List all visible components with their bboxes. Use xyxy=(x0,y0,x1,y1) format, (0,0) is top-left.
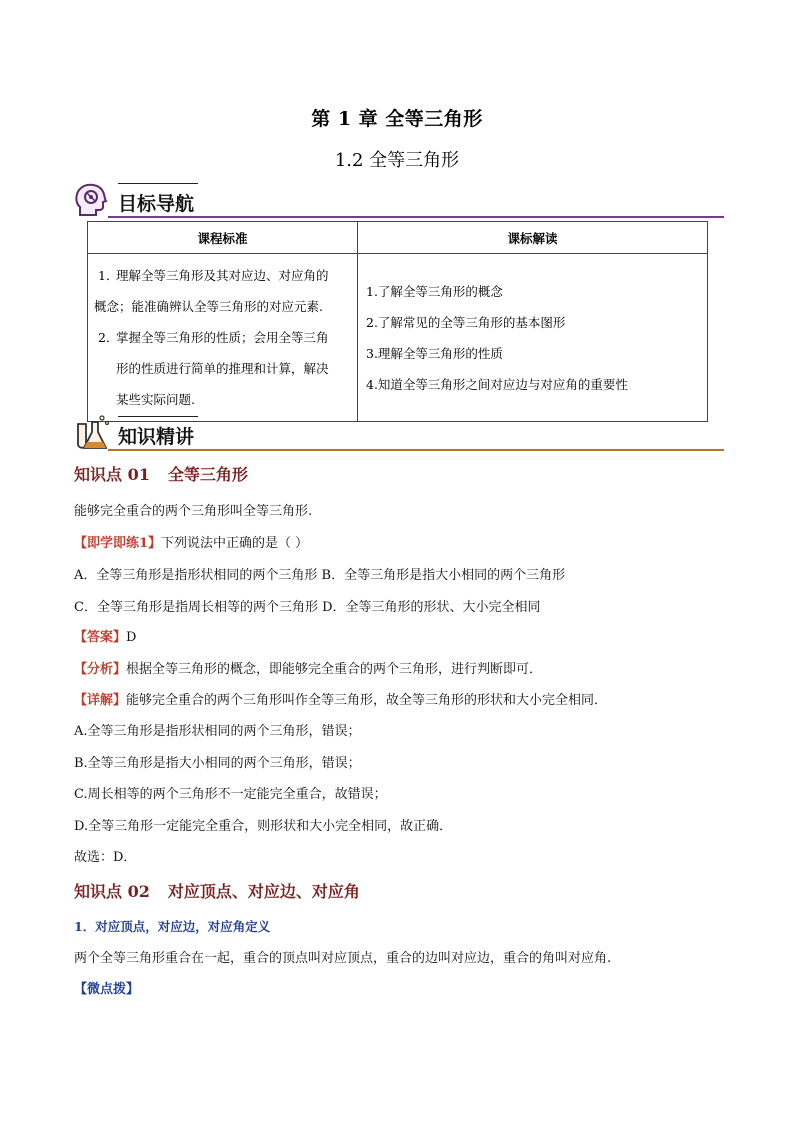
kp1-title: 知识点 01 全等三角形 xyxy=(74,465,248,484)
chapter-title: 第 1 章 全等三角形 xyxy=(311,108,483,130)
kp1-detail-a: A.全等三角形是指形状相同的两个三角形，错误； xyxy=(74,724,361,739)
interpretation-item: 2.了解常见的全等三角形的基本图形 xyxy=(366,314,566,330)
standard-item: 2． 掌握全等三角形的性质；会用全等三角 形的性质进行简单的推理和计算，解决 某些实际问题. xyxy=(98,330,329,407)
goal-table xyxy=(87,221,708,422)
knowledge-divider xyxy=(108,449,724,451)
goal-section-heading xyxy=(72,181,724,221)
kp2-tip: 【微点拨】 xyxy=(74,982,140,997)
table-header-standards: 课程标准 xyxy=(88,222,358,254)
table-header-interpretation: 课标解读 xyxy=(358,222,708,254)
goal-divider xyxy=(108,216,724,218)
kp1-detail-c: C.周长相等的两个三角形不一定能完全重合，故错误； xyxy=(74,787,387,802)
standards-cell xyxy=(88,254,358,422)
kp1-answer: 【答案】D xyxy=(74,630,137,645)
interpretation-cell xyxy=(358,254,708,422)
interpretation-item: 4.知道全等三角形之间对应边与对应角的重要性 xyxy=(366,376,628,392)
goal-section-label: 目标导航 xyxy=(118,193,195,215)
kp1-options-cd: C．全等三角形是指周长相等的两个三角形 D．全等三角形的形状、大小完全相同 xyxy=(74,600,541,615)
flask-icon xyxy=(72,414,112,454)
kp2-subheading: 1．对应顶点，对应边，对应角定义 xyxy=(74,919,271,934)
knowledge-section-heading xyxy=(72,414,724,454)
kp1-definition: 能够完全重合的两个三角形叫全等三角形. xyxy=(74,504,313,519)
kp2-definition: 两个全等三角形重合在一起，重合的顶点叫对应顶点，重合的边叫对应边，重合的角叫对应角. xyxy=(74,951,612,966)
kp1-conclusion: 故选：D． xyxy=(74,850,137,865)
knowledge-section-label: 知识精讲 xyxy=(118,426,195,448)
kp1-options-ab: A．全等三角形是指形状相同的两个三角形 B．全等三角形是指大小相同的两个三角形 xyxy=(74,568,566,583)
kp1-detail: 【详解】能够完全重合的两个三角形叫作全等三角形，故全等三角形的形状和大小完全相同． xyxy=(74,693,608,708)
kp1-exercise: 【即学即练1】下列说法中正确的是（ ） xyxy=(74,536,309,551)
kp2-title: 知识点 02 对应顶点、对应边、对应角 xyxy=(74,882,360,901)
kp1-detail-b: B.全等三角形是指大小相同的两个三角形，错误； xyxy=(74,756,361,771)
interpretation-item: 3.理解全等三角形的性质 xyxy=(366,345,503,361)
interpretation-item: 1.了解全等三角形的概念 xyxy=(366,283,503,299)
kp1-detail-d: D.全等三角形一定能完全重合，则形状和大小完全相同，故正确． xyxy=(74,819,453,834)
standard-item: 1． 理解全等三角形及其对应边、对应角的 概念；能准确辨认全等三角形的对应元素. xyxy=(94,268,329,314)
kp1-analysis: 【分析】根据全等三角形的概念，即能够完全重合的两个三角形，进行判断即可． xyxy=(74,662,543,677)
section-title: 1.2 全等三角形 xyxy=(334,150,460,171)
head-gears-icon xyxy=(72,181,112,221)
